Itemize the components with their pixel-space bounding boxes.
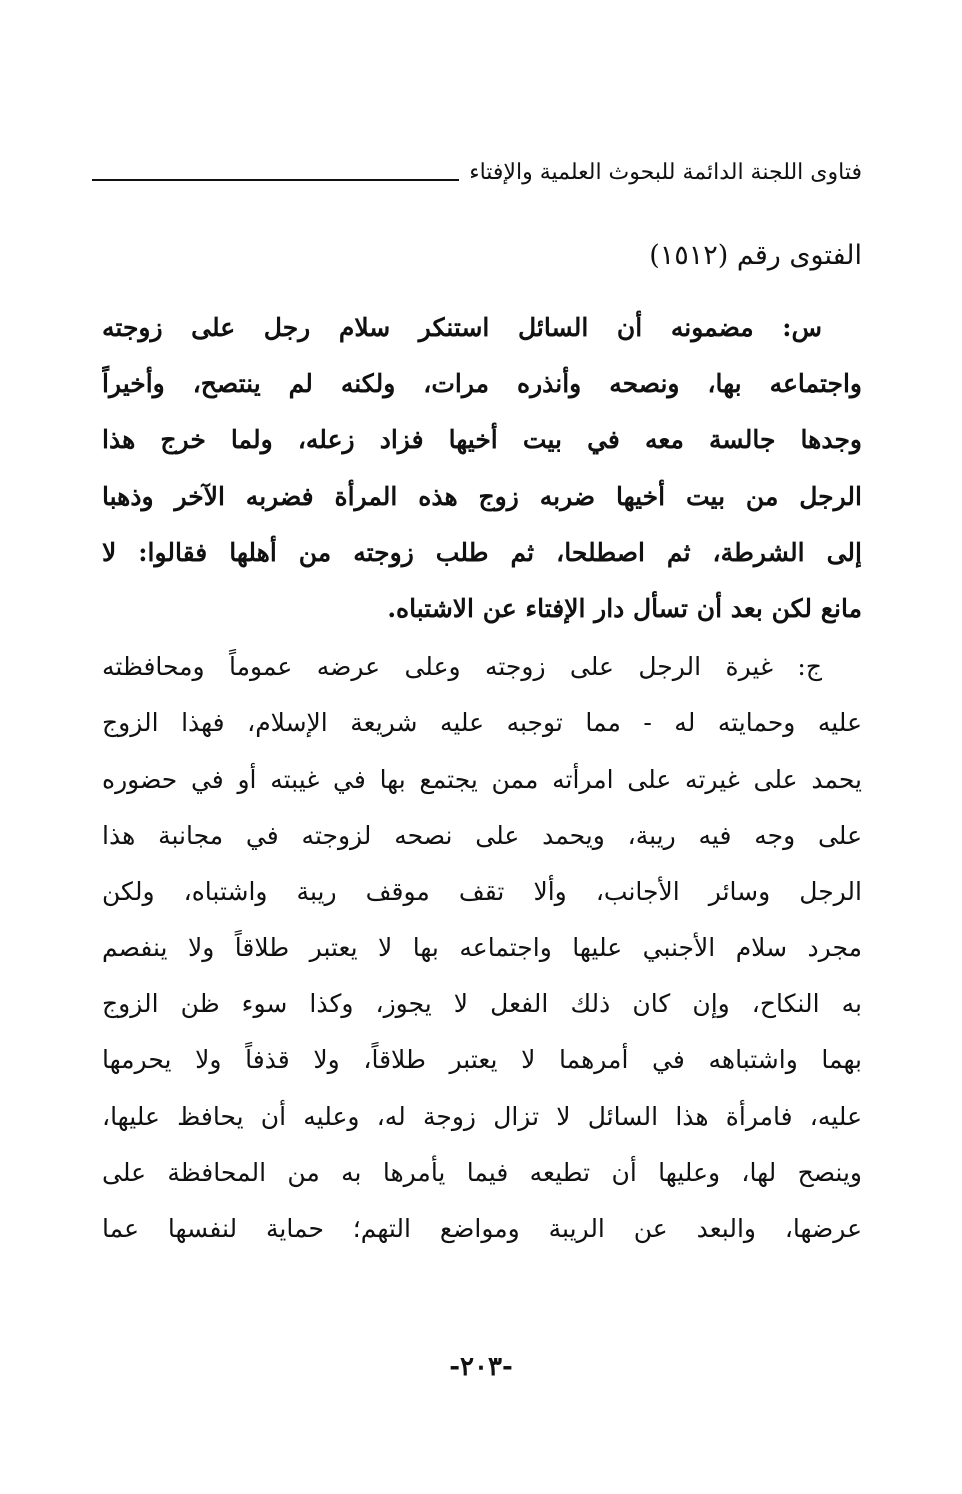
answer-line: مجرد سلام الأجنبي عليها واجتماعه بها لا يعتبر طلاقاً ولا ينفصم — [102, 933, 862, 963]
question-line: مانع لكن بعد أن تسأل دار الإفتاء عن الاشتباه. — [387, 593, 862, 623]
answer-line: يحمد على غيرته على امرأته ممن يجتمع بها في غيبته أو في حضوره — [102, 764, 862, 794]
answer-line: عليه وحمايته له - مما توجبه عليه شريعة الإسلام، فهذا الزوج — [102, 708, 862, 738]
answer-line: وينصح لها، وعليها أن تطيعه فيما يأمرها به من المحافظة على — [102, 1157, 862, 1187]
answer-line: بهما واشتباهه في أمرهما لا يعتبر طلاقاً، ولا قذفاً ولا يحرمها — [102, 1045, 862, 1075]
answer-line: ج: غيرة الرجل على زوجته وعلى عرضه عموماً ومحافظته — [102, 652, 822, 682]
answer-line: الرجل وسائر الأجانب، وألا تقف موقف ريبة واشتباه، ولكن — [102, 876, 862, 906]
question-line: الرجل من بيت أخيها ضربه زوج هذه المرأة فضربه الآخر وذهبا — [102, 481, 862, 511]
header-rule — [92, 179, 459, 181]
question-line: س: مضمونه أن السائل استنكر سلام رجل على زوجته — [102, 313, 822, 342]
answer-line: على وجه فيه ريبة، ويحمد على نصحه لزوجته في مجانبة هذا — [102, 820, 862, 850]
answer-line: عرضها، والبعد عن الريبة ومواضع التهم؛ حماية لنفسها عما — [102, 1214, 862, 1243]
page-number: -٢٠٣- — [449, 1352, 513, 1382]
question-line: واجتماعه بها، ونصحه وأنذره مرات، ولكنه لم ينتصح، وأخيراً — [102, 369, 862, 399]
question-line: إلى الشرطة، ثم اصطلحا، ثم طلب زوجته من أهلها فقالوا: لا — [102, 537, 862, 567]
question-line: وجدها جالسة معه في بيت أخيها فزاد زعله، ولما خرج هذا — [102, 425, 862, 455]
answer-line: عليه، فامرأة هذا السائل لا تزال زوجة له، وعليه أن يحافظ عليها، — [102, 1101, 862, 1131]
running-header — [92, 160, 862, 185]
running-header-title: فتاوى اللجنة الدائمة للبحوث العلمية والإفتاء — [469, 160, 862, 185]
answer-line: به النكاح، وإن كان ذلك الفعل لا يجوز، وكذا سوء ظن الزوج — [102, 989, 862, 1019]
answer-paragraph — [102, 639, 862, 1257]
fatwa-number-heading: الفتوى رقم (١٥١٢) — [649, 240, 862, 271]
question-paragraph — [102, 300, 862, 637]
fatwa-body — [102, 300, 862, 1257]
